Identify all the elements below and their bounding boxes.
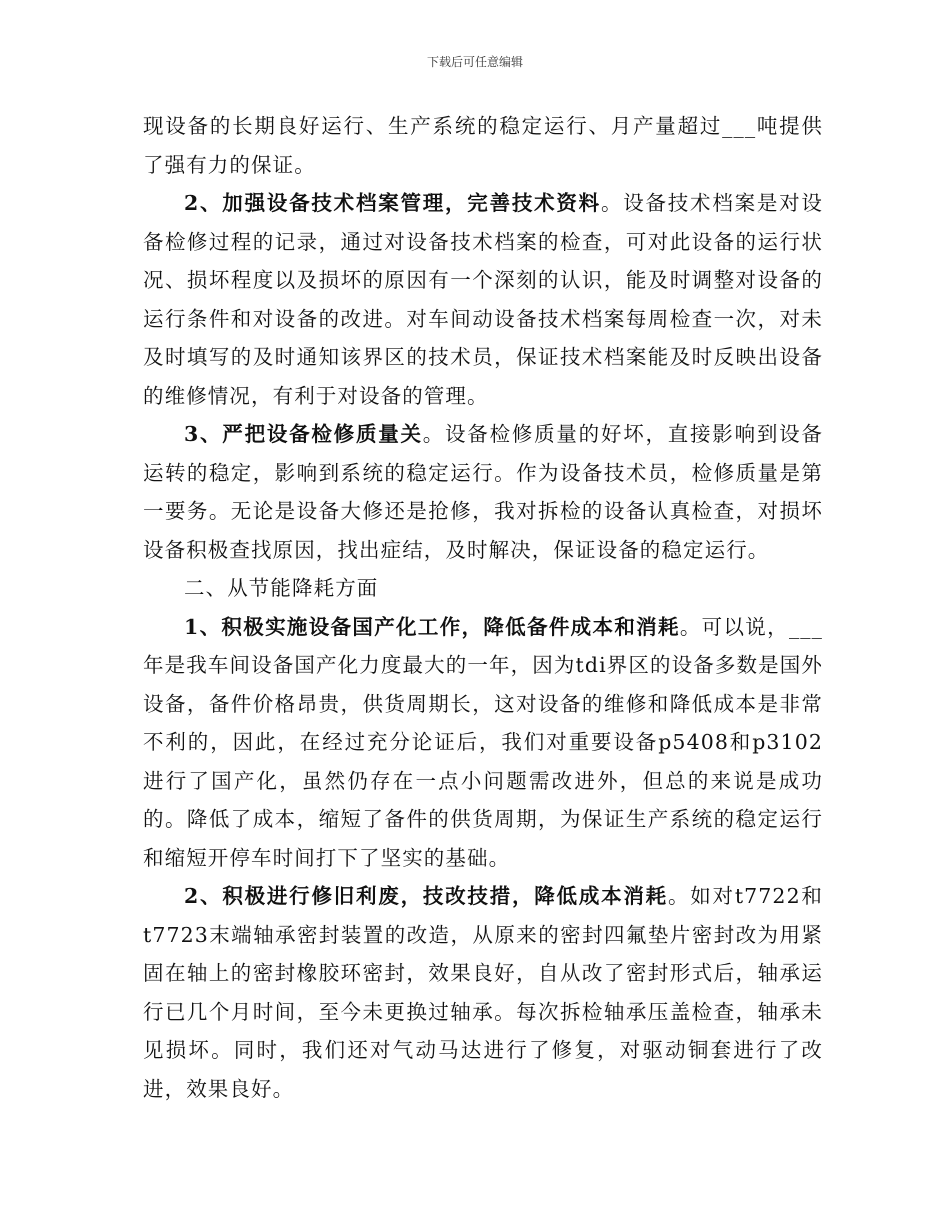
section-heading-energy-saving: [143, 569, 823, 608]
paragraph-quality-control: [143, 415, 823, 569]
paragraph-heading: 1、积极实施设备国产化工作，降低备件成本和消耗: [184, 614, 680, 639]
paragraph-text: 现设备的长期良好运行、生产系统的稳定运行、月产量超过___吨提供了强有力的保证。: [143, 114, 823, 177]
paragraph-text: 。设备技术档案是对设备检修过程的记录，通过对设备技术档案的检查，可对此设备的运行状况、损坏程度以及损坏的原因有一个深刻的认识，能及时调整对设备的运行条件和对设备的改进。对车间动设备技术档案每周检查一次，对未及时填写的及时通知该界区的技术员，保证技术档案能及时反映出设备的维修情况，有利于对设备的管理。: [143, 191, 824, 408]
paragraph-text: 。可以说，___年是我车间设备国产化力度最大的一年，因为tdi界区的设备多数是国外设备，备件价格昂贵，供货周期长，这对设备的维修和降低成本是非常不利的，因此，在经过充分论证后，我们对重要设备p5408和p3102进行了国产化，虽然仍存在一点小问题需改进外，但总的来说是成功的。降低了成本，缩短了备件的供货周期，为保证生产系统的稳定运行和缩短开停车时间打下了坚实的基础。: [143, 614, 824, 870]
paragraph-continuation: [143, 107, 823, 184]
paragraph-repair-reuse: [143, 877, 823, 1108]
paragraph-tech-archive: [143, 184, 823, 415]
document-body: [143, 107, 823, 1108]
paragraph-text: 。如对t7722和t7723末端轴承密封装置的改造，从原来的密封四氟垫片密封改为用紧固在轴上的密封橡胶环密封，效果良好，自从改了密封形式后，轴承运行已几个月时间，至今未更换过轴承。每次拆检轴承压盖检查，轴承未见损坏。同时，我们还对气动马达进行了修复，对驱动铜套进行了改进，效果良好。: [143, 884, 824, 1101]
paragraph-localization: [143, 608, 823, 878]
paragraph-heading: 2、积极进行修旧利废，技改技措，降低成本消耗: [184, 884, 668, 908]
paragraph-heading: 2、加强设备技术档案管理，完善技术资料: [184, 191, 601, 215]
paragraph-text: 。设备检修质量的好坏，直接影响到设备运转的稳定，影响到系统的稳定运行。作为设备技术员，检修质量是第一要务。无论是设备大修还是抢修，我对拆检的设备认真检查，对损坏设备积极查找原因，找出症结，及时解决，保证设备的稳定运行。: [143, 422, 823, 562]
section-heading-text: 二、从节能降耗方面: [184, 576, 379, 600]
page-header: 下载后可任意编辑: [426, 55, 523, 69]
paragraph-heading: 3、严把设备检修质量关: [184, 422, 423, 446]
